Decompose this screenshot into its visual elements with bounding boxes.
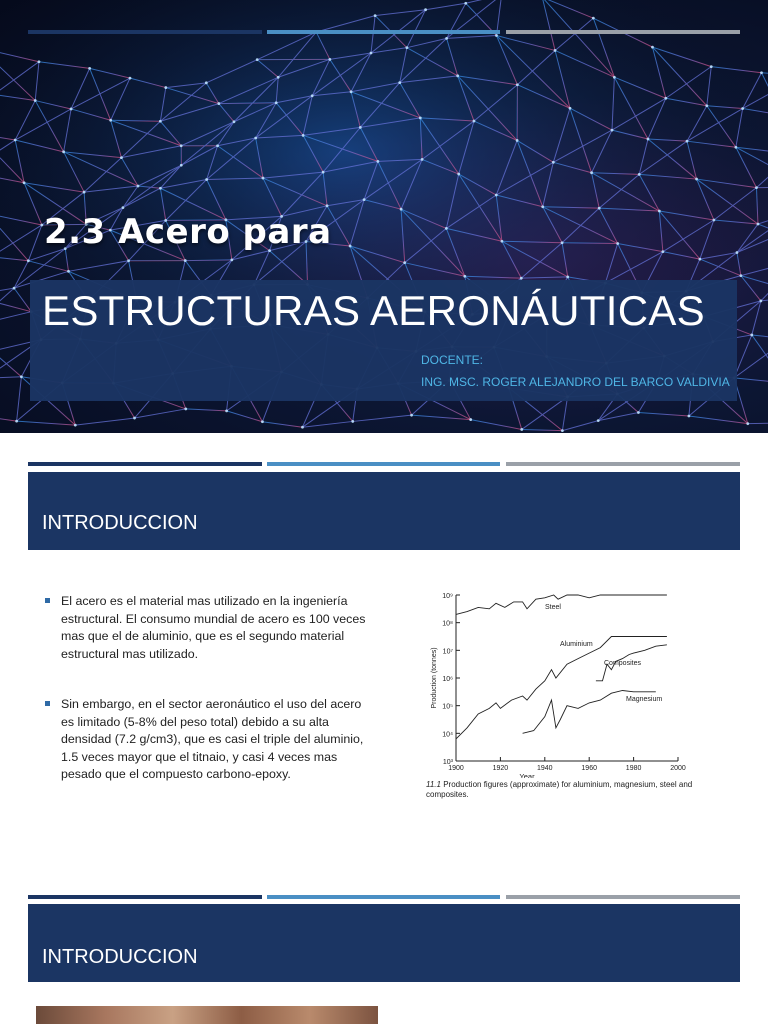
mesh-node [637, 411, 640, 414]
mesh-node [120, 156, 123, 159]
mesh-node [741, 107, 744, 110]
rule-dark [28, 895, 262, 899]
mesh-node [180, 164, 183, 167]
rule-gray [506, 895, 740, 899]
mesh-node [363, 198, 366, 201]
mesh-node [695, 178, 698, 181]
mesh-node [710, 65, 713, 68]
mesh-node [616, 242, 619, 245]
mesh-node [516, 139, 519, 142]
mesh-node [598, 207, 601, 210]
mesh-node [254, 137, 257, 140]
mesh-node [122, 206, 125, 209]
x-tick-label: 1940 [537, 765, 553, 772]
mesh-node [349, 245, 352, 248]
mesh-node [359, 126, 362, 129]
mesh-node [129, 77, 132, 80]
mesh-node [457, 173, 460, 176]
mesh-node [400, 208, 403, 211]
production-chart [412, 583, 712, 778]
section-heading: INTRODUCCION [42, 512, 198, 534]
top-rule-dark [28, 30, 262, 34]
docente-label: DOCENTE: [421, 353, 484, 367]
mesh-node [561, 241, 564, 244]
mesh-node [302, 134, 305, 137]
mesh-node [687, 415, 690, 418]
y-tick-label: 10⁷ [442, 648, 453, 656]
y-axis-label: Production (tonnes) [431, 647, 438, 709]
mesh-node [421, 158, 424, 161]
mesh-node [328, 58, 331, 61]
mesh-node [159, 120, 162, 123]
mesh-node [216, 144, 219, 147]
mesh-node [569, 107, 572, 110]
mesh-node [261, 420, 264, 423]
x-tick-label: 2000 [670, 765, 686, 772]
bullet-text: Sin embargo, en el sector aeronáutico el uso del acero es limitado (5-8% del peso total) debido a su alta densidad (7.2 g/cm3), que es casi el triple del aluminio, 1.5 veces mayor que el titnaio, y casi 4 veces mas pesado que el compuesto carbono-epoxy. [61, 697, 364, 781]
mesh-node [520, 428, 523, 431]
title-line-2: ESTRUCTURAS AERONÁUTICAS [42, 287, 705, 334]
mesh-node [38, 60, 41, 63]
mesh-node [661, 250, 664, 253]
mesh-node [322, 171, 325, 174]
mesh-node [351, 420, 354, 423]
mesh-node [70, 108, 73, 111]
mesh-node [734, 146, 737, 149]
mesh-node [445, 227, 448, 230]
mesh-node [686, 140, 689, 143]
rule-blue [267, 462, 500, 466]
series-label-magnesium: Magnesium [626, 696, 663, 703]
mesh-node [83, 191, 86, 194]
mesh-node [566, 275, 569, 278]
mesh-node [184, 259, 187, 262]
mesh-node [424, 8, 427, 11]
mesh-node [611, 129, 614, 132]
mesh-node [456, 74, 459, 77]
mesh-node [137, 185, 140, 188]
rule-dark [28, 462, 262, 466]
y-tick-label: 10⁹ [442, 593, 453, 600]
mesh-node [350, 90, 353, 93]
mesh-node [326, 204, 329, 207]
bullet-text: El acero es el material mas utilizado en la ingeniería estructural. El consumo mundial de acero es 100 veces mas que el de aluminio, que es el segundo material estructural mas utilizado. [61, 594, 366, 661]
mesh-node [760, 71, 763, 74]
mesh-node [277, 76, 280, 79]
mesh-node [750, 334, 753, 337]
mesh-node [405, 46, 408, 49]
series-label-steel: Steel [545, 604, 561, 611]
mesh-node [23, 181, 26, 184]
steel-structure-photo [36, 1006, 378, 1024]
mesh-node [736, 251, 739, 254]
mesh-node [698, 258, 701, 261]
mesh-node [14, 139, 17, 142]
mesh-node [262, 177, 265, 180]
mesh-node [664, 97, 667, 100]
mesh-node [516, 83, 519, 86]
mesh-node [592, 17, 595, 20]
rule-gray [506, 462, 740, 466]
header-bar [28, 904, 740, 982]
mesh-node [651, 46, 654, 49]
mesh-node [658, 210, 661, 213]
y-tick-label: 10⁴ [442, 731, 453, 739]
series-label-composites: Composites [604, 660, 641, 667]
mesh-node [554, 49, 557, 52]
mesh-node [445, 37, 448, 40]
mesh-node [225, 409, 228, 412]
mesh-node [463, 275, 466, 278]
figure-number: 11.1 [426, 780, 441, 789]
top-rule-gray [506, 30, 740, 34]
mesh-node [403, 261, 406, 264]
x-tick-label: 1900 [448, 765, 464, 772]
x-tick-label: 1980 [625, 765, 642, 772]
figure-caption-text: Production figures (approximate) for aluminium, magnesium, steel and composites. [426, 780, 693, 799]
mesh-node [464, 2, 467, 5]
x-tick-label: 1960 [581, 765, 597, 772]
mesh-node [159, 187, 162, 190]
mesh-node [67, 270, 70, 273]
square-bullet-icon [45, 598, 50, 603]
intro-slide-2 [0, 882, 768, 1024]
mesh-node [230, 258, 233, 261]
intro-slide-1 [0, 443, 768, 863]
mesh-node [561, 429, 564, 432]
mesh-node [217, 102, 220, 105]
mesh-node [27, 259, 30, 262]
mesh-node [712, 219, 715, 222]
mesh-node [419, 117, 422, 120]
mesh-node [376, 160, 379, 163]
mesh-node [495, 194, 498, 197]
x-tick-label: 1920 [492, 765, 509, 772]
mesh-node [301, 426, 304, 429]
bullet-list [45, 593, 375, 817]
mesh-node [74, 424, 77, 427]
mesh-node [311, 94, 314, 97]
mesh-node [757, 223, 760, 226]
mesh-node [552, 161, 555, 164]
mesh-node [180, 144, 183, 147]
mesh-node [40, 224, 43, 227]
rule-blue [267, 895, 500, 899]
title-slide [0, 0, 768, 433]
section-heading: INTRODUCCION [42, 946, 198, 968]
mesh-node [184, 408, 187, 411]
mesh-node [127, 259, 130, 262]
mesh-node [410, 414, 413, 417]
mesh-node [647, 138, 650, 141]
series-line-steel [456, 595, 667, 614]
mesh-node [133, 417, 136, 420]
y-tick-label: 10⁵ [442, 703, 453, 711]
mesh-node [164, 86, 167, 89]
header-bar [28, 472, 740, 550]
mesh-node [20, 375, 23, 378]
mesh-node [469, 418, 472, 421]
y-tick-label: 10⁸ [442, 620, 453, 628]
x-axis-label: Year [519, 772, 535, 778]
mesh-node [501, 240, 504, 243]
mesh-node [755, 186, 758, 189]
mesh-node [705, 104, 708, 107]
series-line-aluminium [456, 637, 667, 739]
bullet-item [45, 696, 375, 784]
mesh-node [597, 419, 600, 422]
mesh-node [613, 76, 616, 79]
y-tick-label: 10³ [442, 759, 453, 766]
series-label-aluminium: Aluminium [560, 641, 593, 648]
bullet-item [45, 593, 375, 663]
mesh-node [590, 171, 593, 174]
y-tick-label: 10⁶ [442, 676, 453, 683]
figure-caption [426, 780, 716, 800]
mesh-node [13, 287, 16, 290]
mesh-line [756, 187, 768, 188]
mesh-node [398, 81, 401, 84]
mesh-node [739, 274, 742, 277]
top-rule-blue [267, 30, 500, 34]
mesh-node [541, 205, 544, 208]
mesh-node [62, 150, 65, 153]
mesh-node [109, 119, 112, 122]
mesh-node [495, 34, 498, 37]
mesh-node [88, 67, 91, 70]
docente-name: ING. MSC. ROGER ALEJANDRO DEL BARCO VALDIVIA [421, 375, 730, 389]
mesh-node [15, 420, 18, 423]
mesh-node [205, 81, 208, 84]
mesh-node [256, 58, 259, 61]
mesh-node [370, 52, 373, 55]
mesh-node [759, 300, 762, 303]
mesh-node [746, 422, 749, 425]
mesh-node [34, 99, 37, 102]
mesh-node [638, 173, 641, 176]
square-bullet-icon [45, 701, 50, 706]
mesh-node [374, 14, 377, 17]
mesh-node [275, 101, 278, 104]
mesh-node [473, 120, 476, 123]
mesh-node [205, 178, 208, 181]
title-line-1: 2.3 Acero para [44, 212, 332, 252]
mesh-node [233, 120, 236, 123]
